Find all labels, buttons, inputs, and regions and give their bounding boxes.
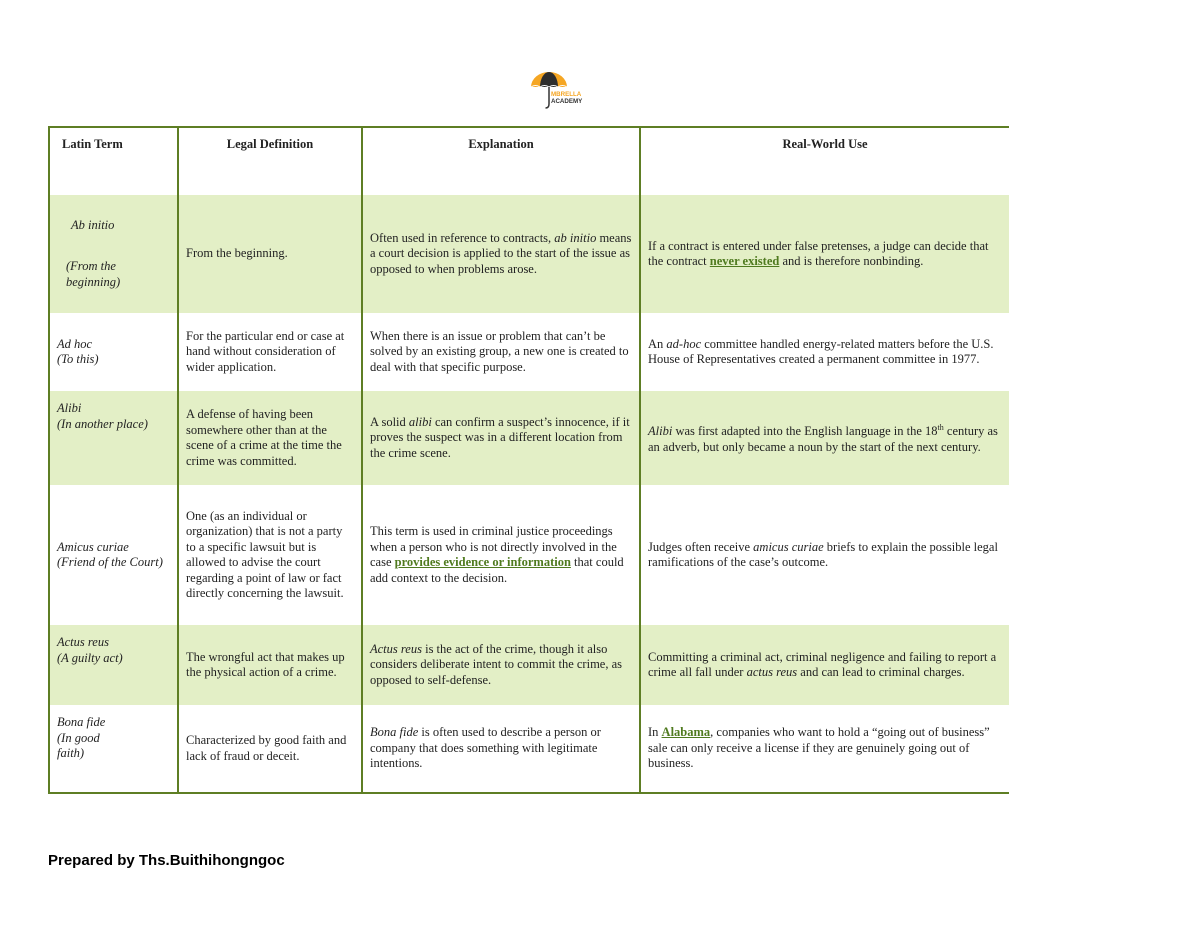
latin-term-cell (49, 705, 178, 793)
use-text: briefs to explain the possible legal ramifications of the case’s outcome. (648, 539, 998, 569)
explanation-text: that could add context to the decision. (370, 555, 624, 585)
use-text: and is therefore nonbinding. (779, 254, 924, 268)
table-header-row (49, 127, 1009, 195)
latin-term-meaning: (A guilty act) (57, 650, 123, 665)
explanation-cell (362, 391, 640, 485)
latin-term-meaning: (Friend of the Court) (57, 555, 163, 569)
table-row (49, 705, 1009, 793)
explanation-cell (362, 625, 640, 705)
use-text: committee handled energy-related matters before the U.S. House of Representatives created a permanent committee in 1977. (648, 336, 994, 366)
table-row (49, 485, 1009, 625)
explanation-italic: Actus reus (370, 641, 422, 656)
umbrella-academy-logo (527, 69, 591, 111)
logo-line2: ACADEMY (551, 98, 583, 105)
legal-definition-cell: One (as an individual or organization) that is not a party to a specific lawsuit but is allowed to advise the court regarding a point of law or fact directly concerning the lawsuit. (178, 485, 362, 625)
table-row (49, 391, 1009, 485)
latin-term-meaning: (To this) (57, 352, 99, 366)
use-italic: actus reus (746, 665, 798, 679)
explanation-text: A solid (370, 414, 409, 429)
legal-definition-cell: Characterized by good faith and lack of fraud or deceit. (178, 705, 362, 793)
table-row (49, 625, 1009, 705)
legal-definition-cell: The wrongful act that makes up the physical action of a crime. (178, 625, 362, 705)
use-text: , companies who want to hold a “going out of business” sale can only receive a license if they are genuinely going out of business. (648, 725, 990, 771)
use-text: Judges often receive (648, 539, 754, 554)
explanation-cell (362, 485, 640, 625)
latin-term: Bona fide (57, 715, 106, 729)
explanation-text: is often used to describe a person or company that does something with legitimate intentions. (370, 725, 601, 771)
header-explanation: Explanation (362, 127, 640, 195)
latin-term: Ad hoc (57, 336, 93, 351)
table-row (49, 195, 1009, 313)
latin-term: Actus reus (57, 635, 109, 649)
ordinal-suffix: th (937, 423, 944, 433)
use-text: In (648, 725, 662, 740)
latin-term-meaning: (In another place) (57, 416, 148, 431)
latin-term-cell (49, 391, 178, 485)
table-row (49, 313, 1009, 391)
explanation-cell (362, 195, 640, 313)
latin-term-meaning: (From the beginning) (66, 259, 121, 289)
explanation-cell (362, 705, 640, 793)
explanation-italic: Bona fide (370, 725, 419, 740)
real-world-use-cell (640, 391, 1009, 485)
real-world-use-cell (640, 195, 1009, 313)
use-italic: Alibi (648, 424, 673, 439)
real-world-use-cell (640, 625, 1009, 705)
use-text: Committing a criminal act, criminal negligence and failing to report a crime all fall under (648, 649, 997, 679)
latin-terms-table (48, 126, 1009, 794)
use-text: century as an adverb, but only became a noun by the start of the next century. (648, 424, 998, 455)
use-text: If a contract is entered under false pretenses, a judge can decide that the contract (648, 238, 989, 268)
real-world-use-cell (640, 705, 1009, 793)
real-world-use-cell (640, 313, 1009, 391)
use-italic: amicus curiae (753, 539, 824, 554)
alabama-link[interactable]: Alabama (661, 725, 711, 740)
use-text: and can lead to criminal charges. (797, 665, 965, 679)
latin-term-cell (49, 625, 178, 705)
explanation-text: Often used in reference to contracts, (370, 230, 555, 245)
explanation-italic: alibi (408, 414, 432, 429)
header-real-world-use: Real-World Use (640, 127, 1009, 195)
use-italic: ad-hoc (666, 336, 702, 351)
explanation-text: is the act of the crime, though it also considers deliberate intent to commit the crime, as opposed to self-defense. (370, 641, 623, 687)
explanation-cell: When there is an issue or problem that can’t be solved by an existing group, a new one is created to deal with that specific purpose. (362, 313, 640, 391)
header-latin-term: Latin Term (49, 127, 178, 195)
provides-evidence-link[interactable]: provides evidence or information (394, 555, 571, 569)
logo-line1: MBRELLA (551, 91, 582, 98)
explanation-text: can confirm a suspect’s innocence, if it proves the suspect was in a different location from the crime scene. (370, 414, 630, 460)
use-text: An (648, 336, 667, 351)
legal-definition-cell: For the particular end or case at hand without consideration of wider application. (178, 313, 362, 391)
latin-term: Amicus curiae (57, 539, 129, 554)
real-world-use-cell (640, 485, 1009, 625)
latin-term-cell (49, 313, 178, 391)
explanation-text: This term is used in criminal justice proceedings when a person who is not directly involved in the case (370, 524, 617, 569)
use-text: was first adapted into the English language in the 18 (672, 424, 938, 439)
umbrella-icon (527, 69, 591, 111)
latin-term: Alibi (57, 401, 82, 415)
legal-definition-cell: From the beginning. (178, 195, 362, 313)
prepared-by-footer: Prepared by Ths.Buithihongngoc (48, 852, 285, 869)
never-existed-link[interactable]: never existed (709, 254, 780, 268)
header-legal-definition: Legal Definition (178, 127, 362, 195)
legal-definition-cell: A defense of having been somewhere other than at the scene of a crime at the time the crime was committed. (178, 391, 362, 485)
latin-term-meaning: (In good faith) (57, 730, 100, 760)
explanation-text: means a court decision is applied to the start of the issue as opposed to when problems arose. (370, 230, 632, 276)
latin-term-cell (49, 485, 178, 625)
latin-term: Ab initio (71, 217, 115, 232)
explanation-italic: ab initio (554, 230, 597, 245)
latin-term-cell (49, 195, 178, 313)
